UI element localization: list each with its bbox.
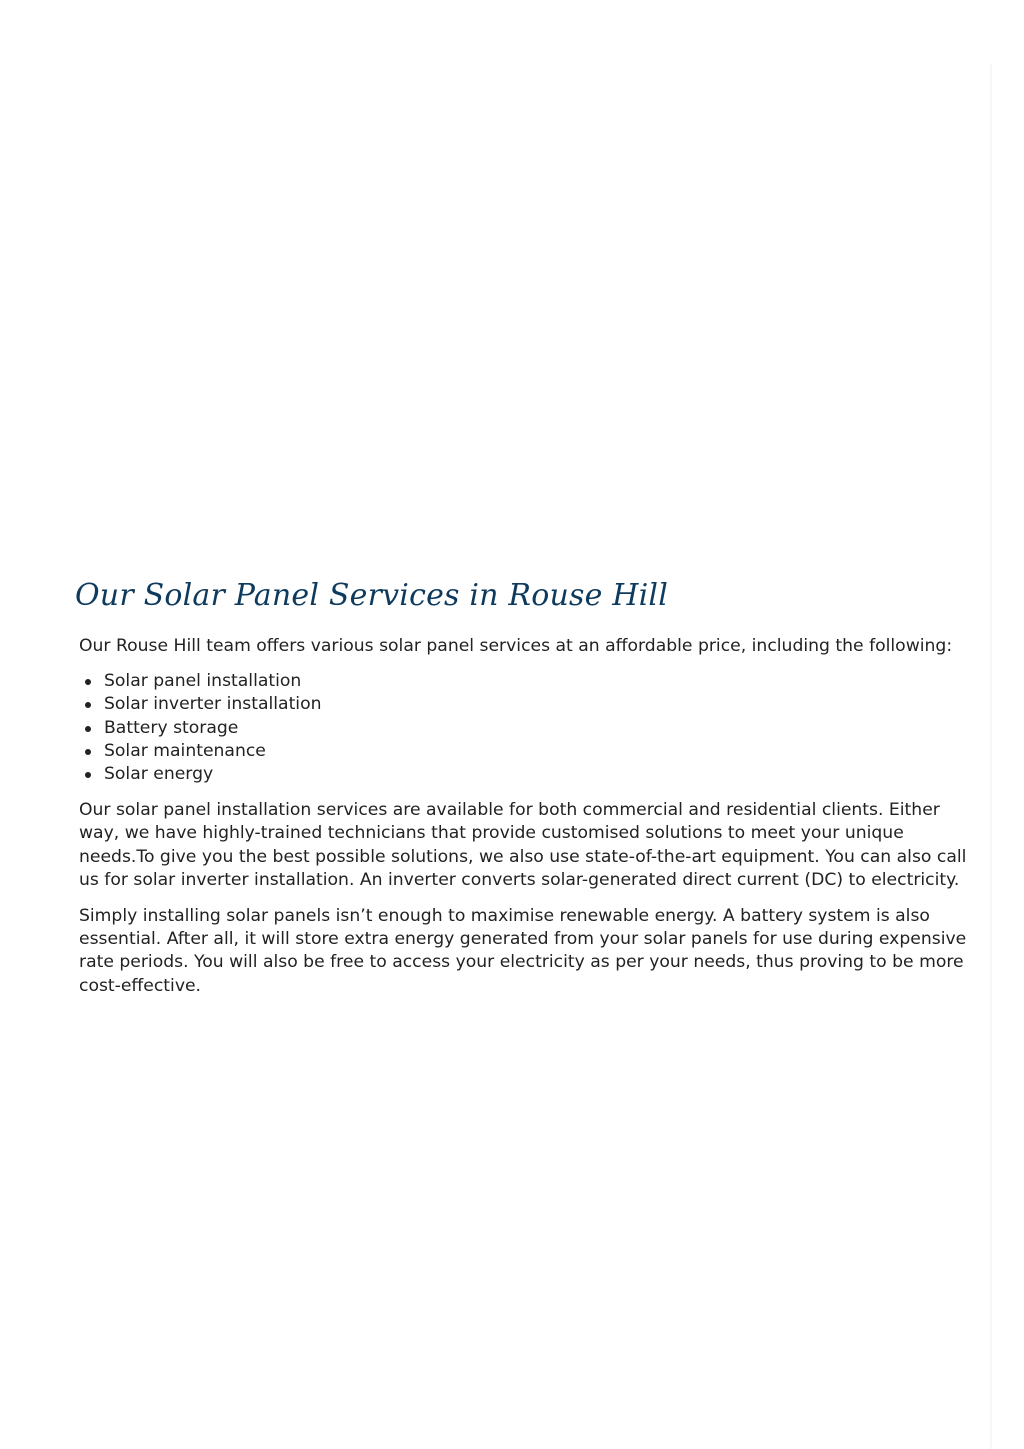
intro-paragraph: Our Rouse Hill team offers various solar panel services at an affordable price, including the following: (79, 636, 953, 656)
services-list (79, 670, 979, 786)
service-label: Solar inverter installation (104, 694, 322, 715)
bullet-icon (85, 726, 91, 732)
list-item (104, 693, 979, 716)
list-item (104, 763, 979, 786)
section-heading: Our Solar Panel Services in Rouse Hill (75, 578, 669, 613)
bullet-icon (85, 772, 91, 778)
page-edge-divider (990, 64, 992, 1449)
bullet-icon (85, 702, 91, 708)
battery-paragraph: Simply installing solar panels isn’t enough to maximise renewable energy. A battery system is also essential. After all, it will store extra energy generated from your solar panels for use during expensive rate periods. You will also be free to access your electricity as per your needs, thus proving to be more cost-effective. (79, 906, 967, 996)
service-label: Solar panel installation (104, 671, 302, 692)
services-section (75, 574, 979, 998)
bullet-icon (85, 749, 91, 755)
service-label: Solar energy (104, 764, 214, 785)
service-label: Battery storage (104, 717, 239, 738)
list-item (104, 740, 979, 763)
service-label: Solar maintenance (104, 740, 266, 761)
installation-paragraph: Our solar panel installation services are available for both commercial and residential clients. Either way, we have highly-trained technicians that provide customised solutions to meet your unique needs.To give you the best possible solutions, we also use state-of-the-art equipment. You can also call us for solar inverter installation. An inverter converts solar-generated direct current (DC) to electricity. (79, 800, 967, 890)
list-item (104, 717, 979, 740)
bullet-icon (85, 679, 91, 685)
list-item (104, 670, 979, 693)
